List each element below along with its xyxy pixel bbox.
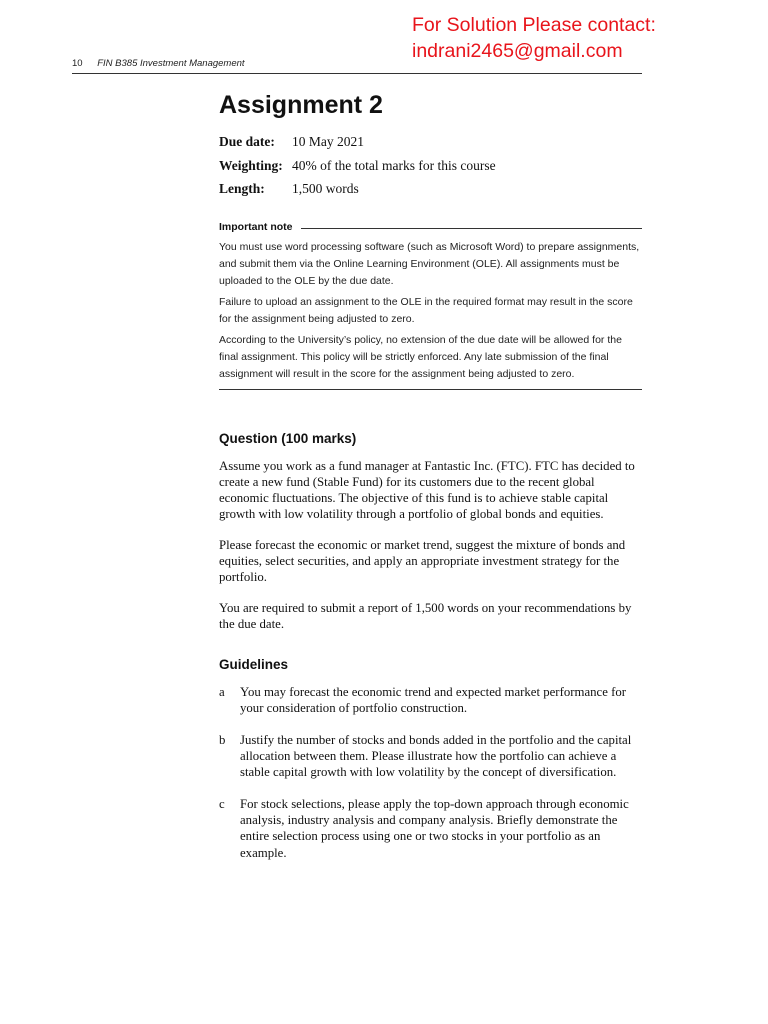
guideline-item xyxy=(219,684,642,717)
guideline-letter: a xyxy=(219,685,225,700)
question-paragraph: You are required to submit a report of 1,500 words on your recommendations by the due date. xyxy=(219,600,632,631)
guideline-text: Justify the number of stocks and bonds added in the portfolio and the capital allocation between them. Please illustrate how the portfolio can achieve a stable capital growth with low volatility by the concept of diversification. xyxy=(240,732,632,780)
important-note-rule xyxy=(301,228,643,229)
contact-line-1: For Solution Please contact: xyxy=(412,14,656,36)
meta-value: 10 May 2021 xyxy=(292,134,364,149)
important-note-body xyxy=(219,239,642,383)
question-paragraph: Assume you work as a fund manager at Fantastic Inc. (FTC). FTC has decided to create a new fund (Stable Fund) for its customers due to the recent global economic fluctuations. The objective of this fund is to achieve stable capital growth with low volatility through a portfolio of global bonds and equities. xyxy=(219,458,635,522)
meta-value: 1,500 words xyxy=(292,181,359,196)
question-title: Question (100 marks) xyxy=(219,430,357,446)
important-note-bottom-rule xyxy=(219,389,642,390)
main-content xyxy=(219,88,642,876)
meta-row-length xyxy=(219,177,642,201)
page-header xyxy=(72,58,245,69)
important-note-title: Important note xyxy=(219,220,293,233)
note-paragraph: Failure to upload an assignment to the OLE in the required format may result in the score for the assignment being adjusted to zero. xyxy=(219,295,633,325)
important-note-heading xyxy=(219,221,642,233)
guideline-item xyxy=(219,796,642,861)
page-title: Assignment 2 xyxy=(219,91,383,119)
note-paragraph: According to the University’s policy, no extension of the due date will be allowed for the final assignment. This policy will be strictly enforced. Any late submission of the final assignment will result in the score for the assignment being adjusted to zero. xyxy=(219,333,622,380)
guideline-item xyxy=(219,732,642,781)
meta-label: Weighting: xyxy=(219,157,283,173)
meta-value: 40% of the total marks for this course xyxy=(292,157,496,173)
meta-row-weighting xyxy=(219,154,642,178)
guideline-text: For stock selections, please apply the top-down approach through economic analysis, industry analysis and company analysis. Briefly demonstrate the entire selection process using one or two stocks in your portfolio as an example. xyxy=(240,796,629,860)
guideline-letter: b xyxy=(219,732,226,747)
guideline-text: You may forecast the economic trend and expected market performance for your consideration of portfolio construction. xyxy=(240,685,626,716)
guideline-letter: c xyxy=(219,796,225,811)
meta-label: Length: xyxy=(219,181,265,196)
page-number: 10 xyxy=(72,58,83,69)
meta-row-due-date xyxy=(219,130,642,154)
guidelines-list xyxy=(219,684,642,861)
contact-email: indrani2465@gmail.com xyxy=(412,40,623,62)
note-paragraph: You must use word processing software (such as Microsoft Word) to prepare assignments, and submit them via the Online Learning Environment (OLE). All assignments must be uploaded to the OLE by the due date. xyxy=(219,240,640,287)
meta-label: Due date: xyxy=(219,134,275,149)
question-paragraph: Please forecast the economic or market trend, suggest the mixture of bonds and equities, select securities, and apply an appropriate investment strategy for the portfolio. xyxy=(219,537,626,585)
contact-banner xyxy=(412,12,656,64)
header-divider xyxy=(72,73,642,74)
guidelines-title: Guidelines xyxy=(219,657,289,673)
course-name: FIN B385 Investment Management xyxy=(97,58,245,69)
assignment-meta xyxy=(219,130,642,201)
